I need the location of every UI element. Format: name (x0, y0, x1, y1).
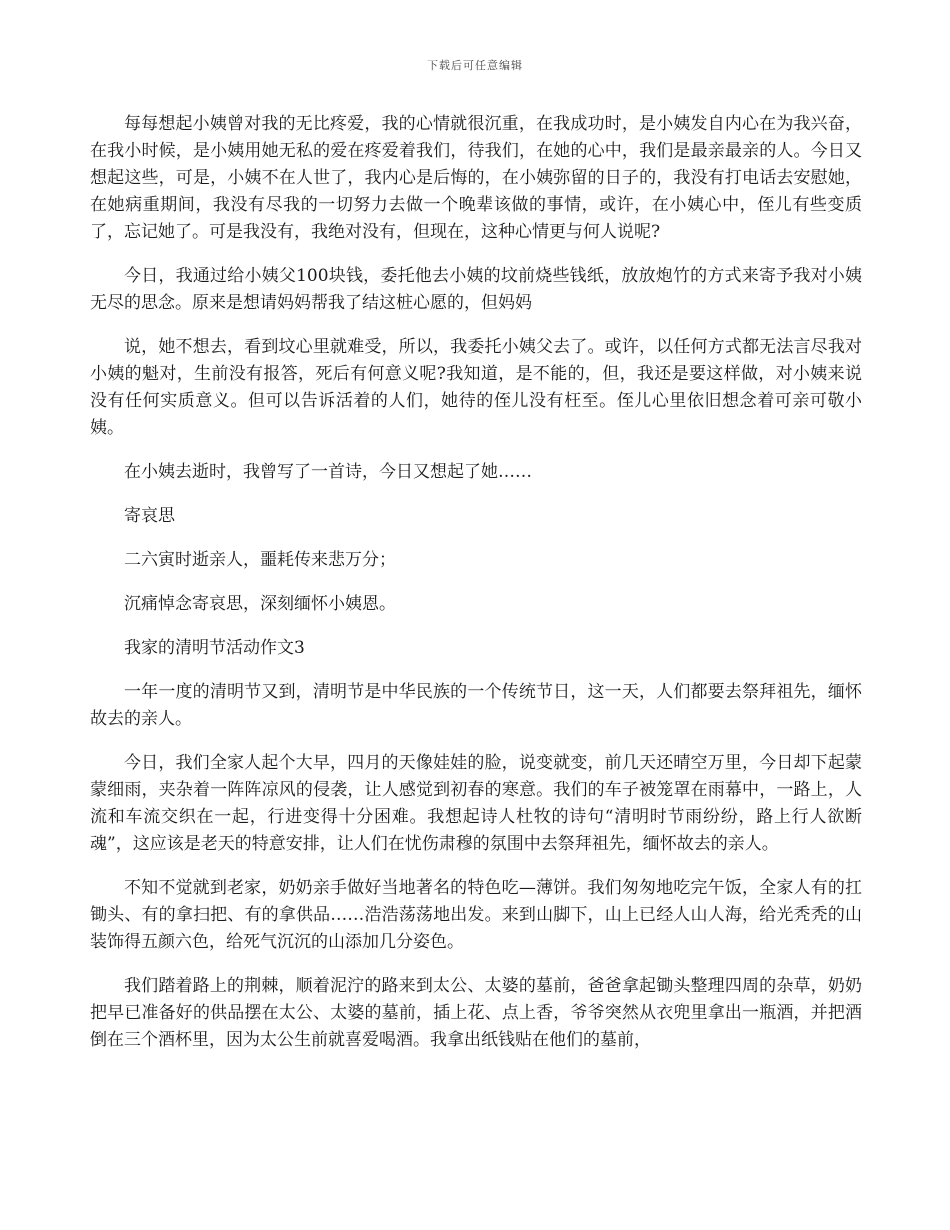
paragraph: 我们踏着路上的荆棘，顺着泥泞的路来到太公、太婆的墓前，爸爸拿起锄头整理四周的杂草，奶奶把早已准备好的供品摆在太公、太婆的墓前，插上花、点上香，爷爷突然从衣兜里拿出一瓶酒，并把酒倒在三个酒杯里，因为太公生前就喜爱喝酒。我拿出纸钱贴在他们的墓前， (90, 976, 862, 1050)
document-body (90, 111, 862, 1071)
page-header: 下载后可任意编辑 (427, 59, 523, 72)
poem-line: 二六寅时逝亲人，噩耗传来悲万分； (124, 550, 396, 570)
paragraph: 今日，我们全家人起个大早，四月的天像娃娃的脸，说变就变，前几天还晴空万里，今日却下起蒙蒙细雨，夹杂着一阵阵凉风的侵袭，让人感觉到初春的寒意。我们的车子被笼罩在雨幕中，一路上，人流和车流交织在一起，行进变得十分困难。我想起诗人杜牧的诗句“清明时节雨纷纷，路上行人欲断魂”，这应该是老天的特意安排，让人们在忧伤肃穆的氛围中去祭拜祖先，缅怀故去的亲人。 (90, 753, 862, 854)
poem-title: 寄哀思 (124, 506, 175, 526)
poem-line: 沉痛悼念寄哀思，深刻缅怀小姨恩。 (124, 594, 396, 614)
paragraph: 在小姨去逝时，我曾写了一首诗，今日又想起了她…… (124, 462, 532, 482)
paragraph: 说，她不想去，看到坟心里就难受，所以，我委托小姨父去了。或许，以任何方式都无法言尽我对小姨的魁对，生前没有报答，死后有何意义呢?我知道，是不能的，但，我还是要这样做，对小姨来说没有任何实质意义。但可以告诉活着的人们，她待的侄儿没有枉至。侄儿心里依旧想念着可亲可敬小姨。 (90, 337, 862, 438)
paragraph: 不知不觉就到老家，奶奶亲手做好当地著名的特色吃—薄饼。我们匆匆地吃完午饭，全家人有的扛锄头、有的拿扫把、有的拿供品……浩浩荡荡地出发。来到山脚下，山上已经人山人海，给光秃秃的山装饰得五颜六色，给死气沉沉的山添加几分姿色。 (90, 878, 862, 952)
paragraph: 每每想起小姨曾对我的无比疼爱，我的心情就很沉重，在我成功时，是小姨发自内心在为我兴奋，在我小时候，是小姨用她无私的爱在疼爱着我们，待我们，在她的心中，我们是最亲最亲的人。今日又想起这些，可是，小姨不在人世了，我内心是后悔的，在小姨弥留的日子的，我没有打电话去安慰她，在她病重期间，我没有尽我的一切努力去做一个晚辈该做的事情，或许，在小姨心中，侄儿有些变质了，忘记她了。可是我没有，我绝对没有，但现在，这种心情更与何人说呢? (90, 114, 862, 242)
section-title: 我家的清明节活动作文3 (124, 638, 305, 658)
paragraph: 今日，我通过给小姨父100块钱，委托他去小姨的坟前烧些钱纸，放放炮竹的方式来寄予我对小姨无尽的思念。原来是想请妈妈帮我了结这桩心愿的，但妈妈 (90, 266, 862, 313)
paragraph: 一年一度的清明节又到，清明节是中华民族的一个传统节日，这一天，人们都要去祭拜祖先，缅怀故去的亲人。 (90, 682, 862, 729)
